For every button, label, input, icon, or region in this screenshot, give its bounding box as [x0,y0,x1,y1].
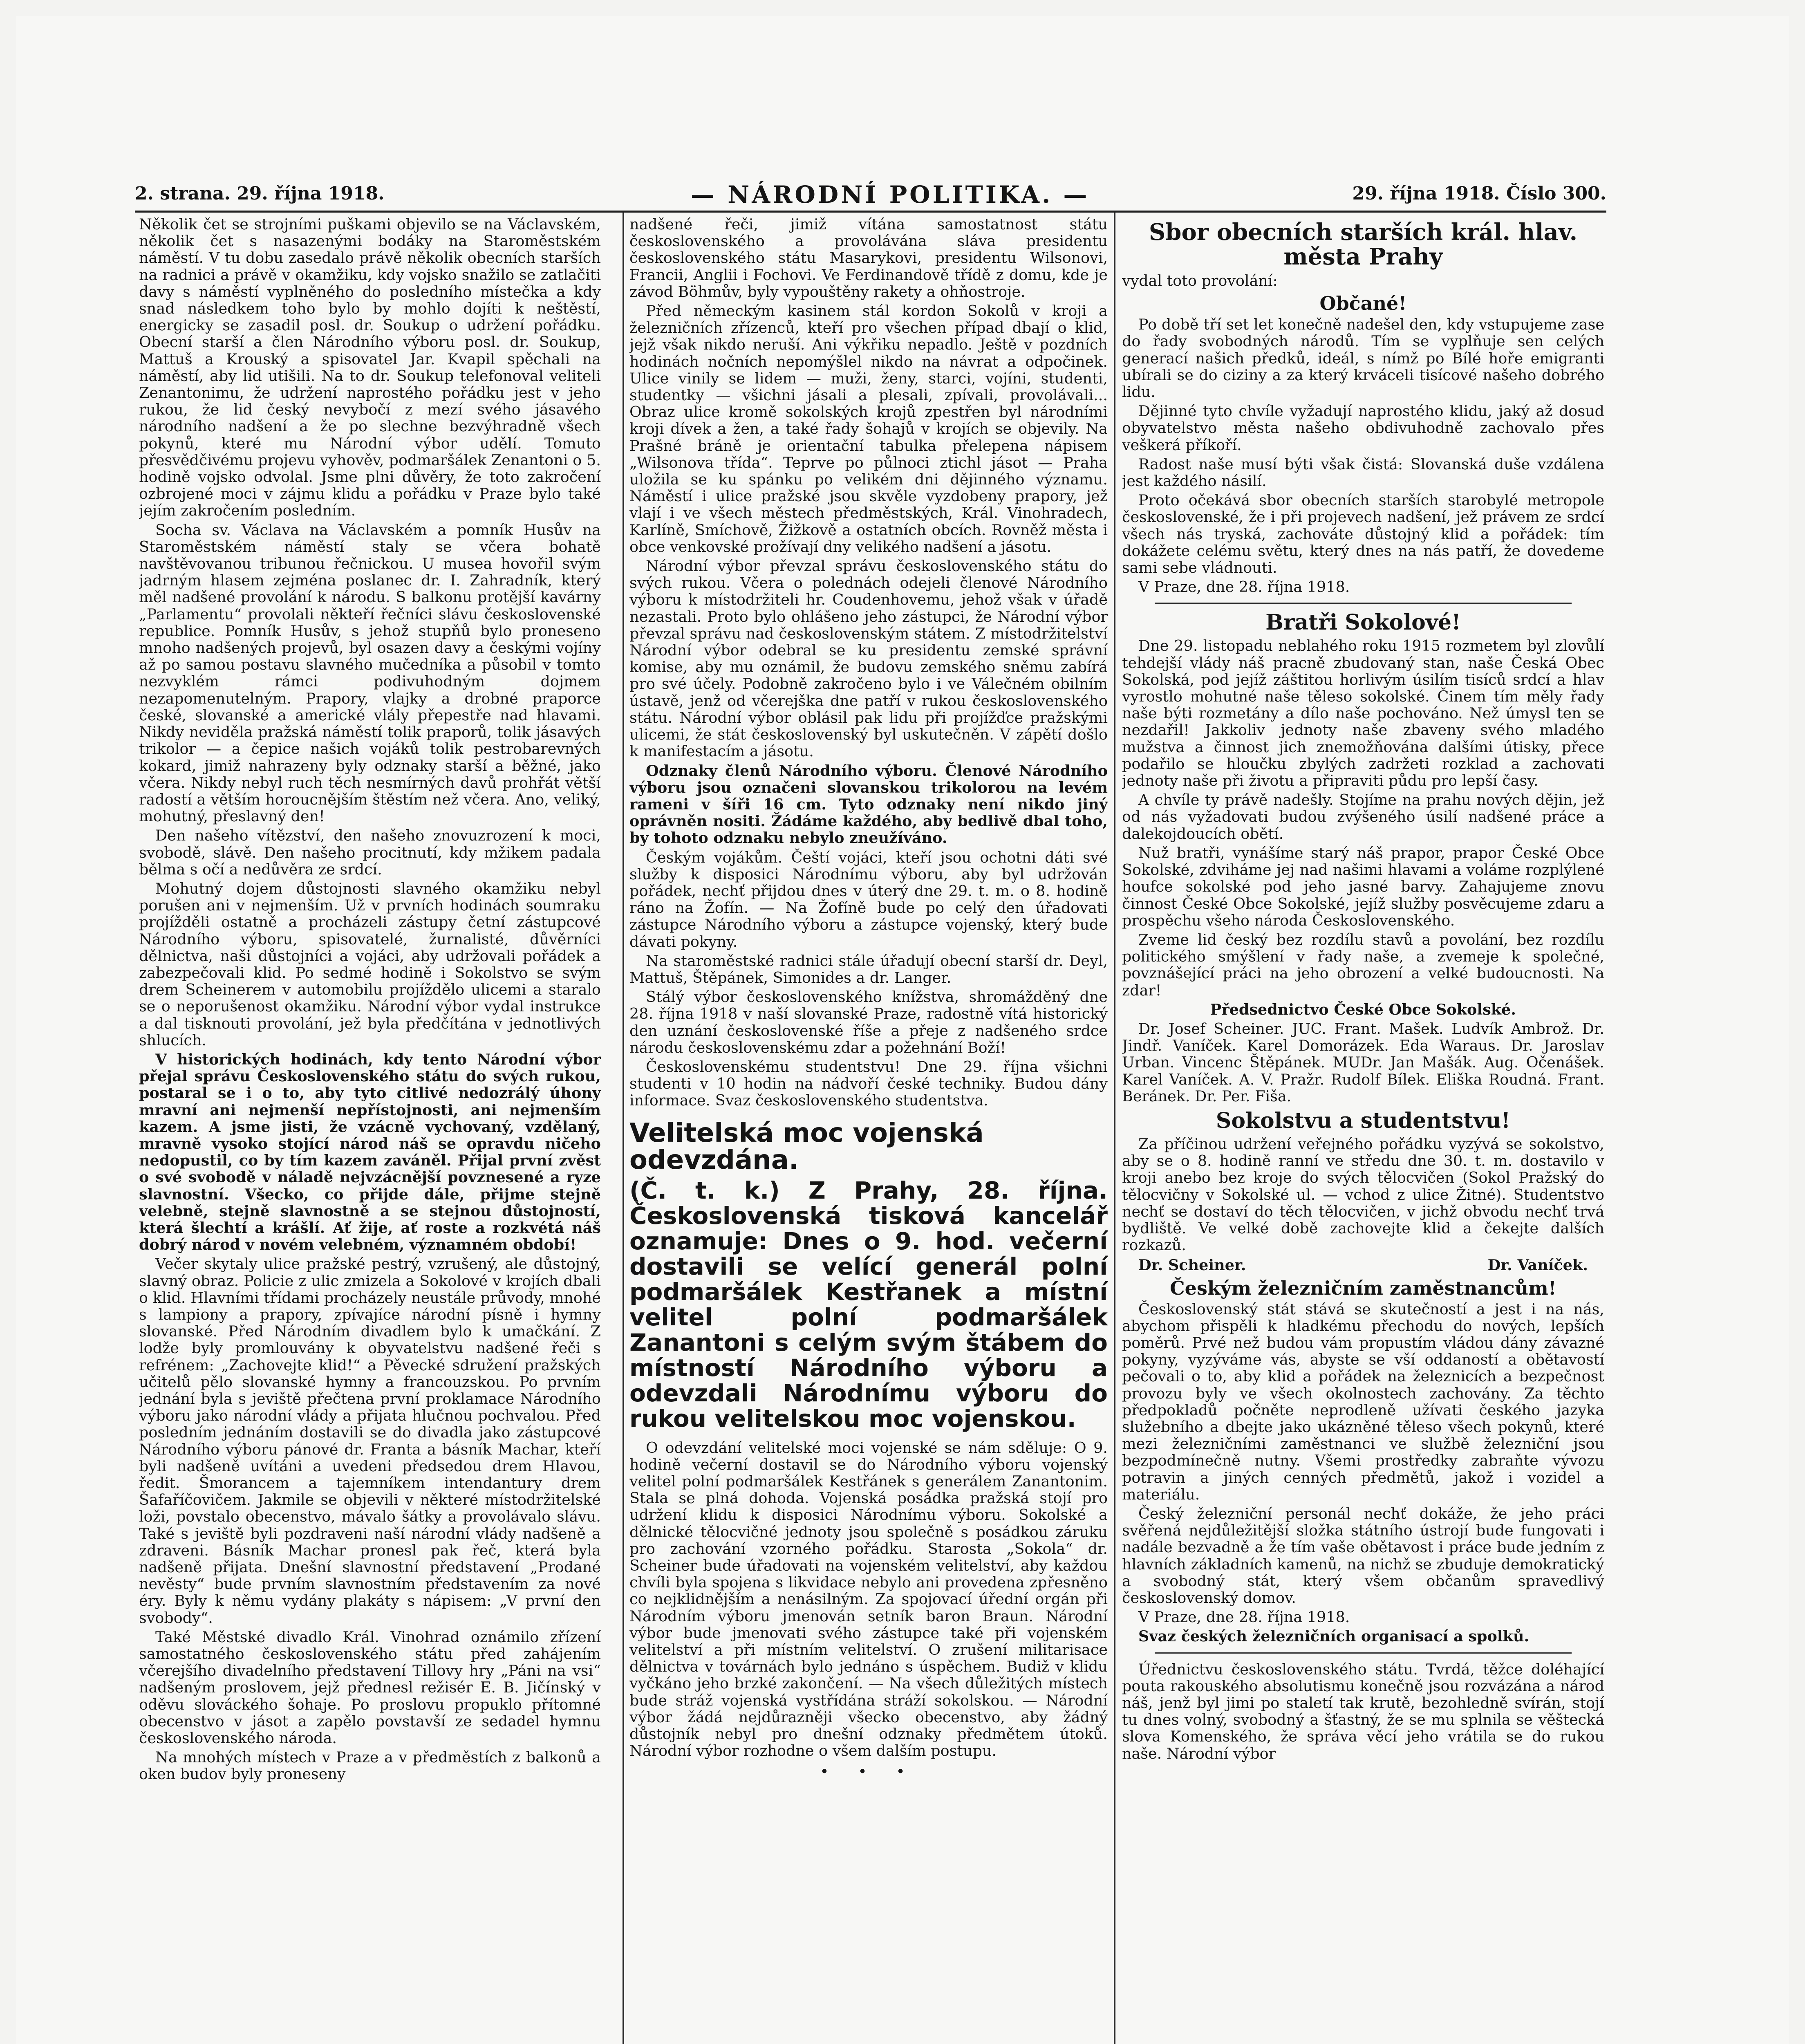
notice-paragraph: Národní výbor převzal správu československého státu do svých rukou. Včera o polednách odejeli členové Národního výboru k místodržiteli hr. Coudenhovemu, jehož však v úřadě nezastali. Proto bylo ohlášeno jeho zástupci, že Národní výbor převzal správu nad československým státem. Z místodržitelství Národní výbor odebral se ku presidentu zemské správní komise, aby mu oznámil, že budovu zemského sněmu zabírá pro své účely. Podobně zakročeno bylo i ve Válečném obilním ústavě, jenž od včerejška dne patří v rukou československého státu. Národní výbor oblásil pak lidu při projížďce pražskými ulicemi, že stát československý byl uskutečněn. V zápětí došlo k manifestacím a jásotu. [629,557,1108,760]
notice-paragraph: Československému studentstvu! Dne 29. října všichni studenti v 10 hodin na nádvoří české techniky. Budou dány informace. Svaz československého studentstva. [629,1058,1108,1109]
article-paragraph: Socha sv. Václava na Václavském a pomník Husův na Staroměstském náměstí staly se včera bohatě navštěvovanou tribunou řečnickou. U musea hovořil svým jadrným hlasem zejména poslanec dr. I. Zahradník, který měl nadšené provolání k národu. S balkonu protější kavárny „Parlamentu“ provolali někteří řečníci slávu československé republice. Pomník Husův, s jehož stupňů bylo proneseno mnoho nadšených projevů, byl osazen davy a českými vojíny až po samou postavu slavného mučedníka a působil v tomto nezvyklém rámci podivuhodným dojmem nezapomenutelným. Prapory, vlajky a drobné praporce české, slovanské a americké vlály přepestře nad hlavami. Nikdy neviděla pražská náměstí tolik praporů, tolik jásavých trikolor — a čepice našich vojáků tolik pestrobarevných kokard, jimiž nahrazeny byly odznaky starší a běžné, jako včera. Nikdy nebyl ruch těch nesmírných davů prohřát větší radostí a větším horoucnějším štěstím než včera. Ano, veliký, mohutný, přeslavný den! [139,521,601,825]
article-paragraph: Také Městské divadlo Král. Vinohrad oznámilo zřízení samostatného československého státu před zahájením včerejšího divadelního představení Tillovy hry „Páni na vsi“ nadšeným proslovem, jejž přednesl režisér E. B. Jičínský v oděvu slováckého šohaje. Po proslovu propuklo přítomné obecenstvo v jásot a zapělo povstavší ze sedadel hymnu československého národa. [139,1628,601,1747]
separator-dots: • • • [820,1763,917,1781]
article-paragraph: Zveme lid český bez rozdílu stavů a povolání, bez rozdílu politického smýšlení v řady naše, a zvemeje k společné, povznášející práci na jeho obrození a velké budoucnosti. Na zdar! [1122,930,1604,999]
signature-right: Dr. Vaníček. [1487,1256,1588,1274]
column-2 [629,216,1108,2044]
section-divider [1155,603,1572,604]
article-paragraph: Večer skytaly ulice pražské pestrý, vzrušený, ale důstojný, slavný obraz. Policie z ulic zmizela a Sokolové v krojích dbali o klid. Hlavními třídami procházely neustále průvody, mnohé s lampiony a prapory, zpívajíce národní písně i hymny slovanské. Před Národním divadlem bylo k umačkání. Z lodže byly promlouvány k obyvatelstvu nadšené řeči s refrénem: „Zachovejte klid!“ a Pěvecké sdružení pražských učitelů pělo slovanské hymny a francouzskou. Po prvním jednání byla s jeviště přečtena první proklamace Národního výboru jako národní vlády a přijata hlučnou pochvalou. Před posledním jednáním dostavili se do divadla jako zástupcové Národního výboru pánové dr. Franta a básník Machar, kteří byli nadšeně uvítáni a uvedeni předsedou drem Hlavou, ředit. Šmorancem a tajemníkem intendantury drem Šafaříčovičem. Jakmile se objevili v některé místodržitelské loži, povstalo obecenstvo, mávalo šátky a provolávalo slávu. Také s jeviště byli pozdraveni naší národní vlády nadšeně a zdraveni. Básník Machar pronesl pak řeč, která byla nadšeně přijata. Dnešní slavnostní představení „Prodané nevěsty“ bude prvním slavnostním představením za nové éry. Byly k němu vydány plakáty s nápisem: „V první den svobody“. [139,1255,601,1627]
notice-paragraph: Na staroměstské radnici stále úřadují obecní starší dr. Deyl, Mattuš, Štěpánek, Simonides a dr. Langer. [629,952,1108,986]
article-paragraph: Proto očekává sbor obecních starších starobylé metropole československé, že i při projevech nadšení, jež právem ze srdcí všech nás tryská, zachováte důstojný klid a pořádek: tím dokážete celému světu, který dnes na nás patří, že dovedeme sami sebe vládnouti. [1122,491,1604,577]
headline-sokol-students: Sokolstvu a studentstvu! [1216,1108,1511,1133]
article-paragraph: Úřednictvu československého státu. Tvrdá, těžce doléhající pouta rakouského absolutismu konečně jsou rozvázána a národ náš, jenž byl jimi po staletí tak krutě, bezohledně svírán, stojí tu dnes volný, svobodný a šťastný, že se mu splnila se věštecká slova Komenského, že správa věcí jeho vrátila se do rukou naše. Národní výbor [1122,1660,1604,1762]
headline-railway-workers: Českým železničním zaměstnancům! [1170,1277,1556,1299]
column-3 [1122,216,1604,2044]
article-paragraph: Za příčinou udržení veřejného pořádku vyzývá se sokolstvo, aby se o 8. hodině ranní ve středu dne 30. t. m. dostavilo v kroji anebo bez kroje do svých tělocvičen (Sokol Pražský do tělocvičny v Sokolské ul. — vchod z ulice Žitné). Studentstvo nechť se dostaví do těch tělocvičen, v jichž obvodu nechť trvá bydliště. Ve velké době zachovejte klid a čekejte dalších rozkazů. [1122,1135,1604,1254]
signature-row [1122,1257,1604,1273]
masthead-title: — NÁRODNÍ POLITIKA. — [691,181,1090,208]
article-paragraph: Radost naše musí býti však čistá: Slovanská duše vzdálena jest každého násilí. [1122,455,1604,490]
article-paragraph: Několik čet se strojními puškami objevilo se na Václavském, několik čet s nasazenými bodáky na Staroměstském náměstí. V tu dobu zasedalo právě několik obecních starších na radnici a právě v okamžiku, kdy vojsko snažilo se zatlačiti davy s náměstí vyplněného do posledního místečka a kdy snad následkem toho bylo by mohlo dojíti k neštěstí, energicky se zasadil posl. dr. Soukup o udržení pořádku. Obecní starší a člen Národního výboru posl. dr. Soukup, Mattuš a Krouský a spisovatel Jar. Kvapil spěchali na náměstí, aby lid utišili. Na to dr. Soukup telefonoval veliteli Zenantonimu, že udržení naprostého pořádku jest v jeho rukou, že lid český nevybočí z mezí svého jásavého národního nadšení a že po slechne bezvýhradně všech pokynů, které mu Národní výbor udělí. Tomuto přesvědčivému projevu vyhověv, podmaršálek Zenantoni o 5. hodině vojsko odvolal. Jsme plni důvěry, že toto zakročení ozbrojené moci v zájmu klidu a pořádku v Praze bylo také jejím zakročením posledním. [139,216,601,520]
headline-lead-text: (Č. t. k.) Z Prahy, 28. října. Československá tisková kancelář oznamuje: Dnes o 9. hod. večerní dostavili se velící generál polní podmaršálek Kestřanek a místní velitel polní podmaršálek Zanantoni s celým svým štábem do místností Národního výboru a odevzdali Národnímu výboru do rukou velitelskou moc vojenskou. [629,1176,1108,1432]
column-rule-2 [1114,213,1115,2044]
headline-military-command: Velitelská moc vojenská odevzdána. [629,1118,984,1175]
proclamation-intro: vydal toto provolání: [1122,272,1278,289]
column-rule-1 [623,213,624,2044]
column-1 [139,216,601,2044]
article-paragraph: Československý stát stává se skutečností a jest i na nás, abychom přispěli k hladkému přechodu do nových, lepších poměrů. Prvé než budou vám propustím vládou dány závazné pokyny, vyzýváme vás, abyste se vší oddaností a obětavostí pečovali o to, aby klid a pořádek na železnicích a bezpečnost provozu byly ve všech okolnostech zachovány. Za těchto předpokladů počněte neprodleně užívati českého jazyka služebního a dbejte jako ukázněné těleso všech pokynů, které mezi železničními zaměstnanci ve službě železniční jsou bezpodmínečně nutny. Všemi prostředky zabraňte vývozu potravin a jiných cenných předmětů, jakož i vozidel a materiálu. [1122,1300,1604,1503]
article-paragraph: Po době tří set let konečně nadešel den, kdy vstupujeme zase do řady svobodných národů. Tím se vyplňuje sen celých generací našich předků, ideál, s nímž po Bílé hoře emigranti ubírali se do ciziny a za který krváceli tisícové našeho dobrého lidu. [1122,316,1604,401]
article-paragraph: Dějinné tyto chvíle vyžadují naprostého klidu, jaký až dosud obyvatelstvo města našeho obdivuhodně zachovalo přes veškerá příkoří. [1122,402,1604,454]
article-paragraph: Mohutný dojem důstojnosti slavného okamžiku nebyl porušen ani v nejmenším. Už v prvních hodinách soumraku projížděli ostatně a procházeli zástupy četní zástupcové Národního výboru, spisovatelé, žurnalisté, důvěrníci dělnictva, naši důstojníci a vojáci, aby udržovali pořádek a zabezpečovali klid. Po sedmé hodině i Sokolstvo se svým drem Scheinerem v automobilu projíždělo ulicemi a staralo se o neporušenost okamžiku. Národní výbor vydal instrukce a dal tisknouti provolání, jež byla předčítána v jednotlivých shlucích. [139,879,601,1049]
article-paragraph: Nuž bratři, vynášíme starý náš prapor, prapor České Obce Sokolské, zdviháme jej nad našimi hlavami a voláme rozplýlené houfce sokolské pod jeho jasné barvy. Zahajujeme znovu činnost České Obce Sokolské, jejíž služby posvěcujeme zdaru a prospěchu všeho národa Československého. [1122,844,1604,929]
article-paragraph: Před německým kasinem stál kordon Sokolů v kroji a železničních zřízenců, kteří pro všechen případ dbají o klid, jejž však nikdo neruší. Ani výkřiku nepadlo. Ještě v pozdních hodinách nočních nepomýšlel nikdo na návrat a odpočinek. Ulice vinily se lidem — muži, ženy, starci, vojíni, studenti, studentky — všichni jásali a plesali, zpívali, provolávali... Obraz ulice kromě sokolských krojů zpestřen byl národními kroji dívek a žen, a také řady šohajů v krojích se objevily. Na Prašné bráně je orientační tabulka přelepena nápisem „Wilsonova třída“. Teprve po půlnoci ztichl jásot — Praha uložila se ku spánku po velikém dni dějinného významu. Náměstí i ulice pražské jsou skvěle vyzdobeny prapory, jež vlají i ve všech městech předměstských, Král. Vinohradech, Karlíně, Smíchově, Žižkově a ostatních obcích. Rovněž města i obce venkovské prožívají dny velikého nadšení a jásotu. [629,302,1108,556]
dateline: V Praze, dne 28. října 1918. [1138,1608,1350,1626]
signature-organisation: Svaz českých železničních organisací a spolků. [1138,1627,1530,1645]
article-paragraph: A chvíle ty právě nadešly. Stojíme na prahu nových dějin, jež od nás vyžadovati budou zvýšeného úsilí nadšené práce a dalekojdoucích obětí. [1122,791,1604,843]
article-paragraph-bold: V historických hodinách, kdy tento Národní výbor přejal správu Československého státu do svých rukou, postaral se i o to, aby tyto citlivé nedozrálý úhony mravní ani nejmenší nepřístojnosti, ani nejmenším kazem. A jsme jisti, že vzácně vychovaný, vzdělaný, mravně vysoko stojící národ náš se opravdu ničeho nedopustil, co by tím kazem zaváněl. Přijal první zvěst o své svobodě v náladě nejvzácnější povznesené a ryze slavnostní. Všecko, co přijde dále, přijme stejně velebně, stejně slavnostně a se stejnou důstojností, která šlechtí a krášlí. Ať žije, ať roste a rozkvétá náš dobrý národ v novém velebném, významném období! [139,1050,601,1254]
article-paragraph: Dne 29. listopadu neblahého roku 1915 rozmetem byl zlovůlí tehdejší vlády náš pracně zbudovaný stan, naše Česká Obec Sokolská, pod jejíž záštitou horlivým úsilím tisíců srdcí a hlav vyrostlo mohutné naše těleso sokolské. Činem tím měly řady naše býti rozmetány a dílo naše pochováno. Než úmysl ten se nezdařil! Jakkoliv jednoty naše zbaveny svého mladého mužstva a činnost jich znemožňována dalšími útisky, přece podařilo se hloučku zbylých zadržeti rozklad a zachovati jednoty naše při životu a připraviti půdu pro lepší časy. [1122,637,1604,790]
page-header [135,183,1606,212]
notice-paragraph: Stálý výbor československého knížstva, shromážděný dne 28. října 1918 v naší slovanské Praze, radostně vítá historický den uznání československé říše a přeje z nadšeného srdce národu československému zdar a požehnání Boží! [629,988,1108,1056]
article-paragraph: O odevzdání velitelské moci vojenské se nám sděluje: O 9. hodině večerní dostavil se do Národního výboru vojenský velitel polní podmaršálek Kestřánek s generálem Zanantonim. Stala se plná dohoda. Vojenská posádka pražská stojí pro udržení klidu k disposici Národnímu výboru. Sokolské a dělnické tělocvičné jednoty jsou společně s posádkou záruku pro zachování vzorného pořádku. Starosta „Sokola“ dr. Scheiner bude úřadovati na vojenském velitelství, aby každou chvíli byla spojena s likvidace nebylo ani provedena zpřesněno co nejklidnějším a nenásilným. Za spojovací úřední orgán při Národním výboru jmenován setník baron Braun. Národní výbor bude jmenovati svého zástupce také při vojenském velitelství a při místním velitelství. O zrušení militarisace dělnictva v továrnách bylo jednáno s úspěchem. Budiž v klidu vyčkáno jeho brzké zakončení. — Na všech důležitých místech bude stráž vojenská vystřídána stráží sokolskou. — Národní výbor žádá nejdůrazněji všecko obecenstvo, aby žádný důstojník nebyl pro dnešní odznaky předmětem útoků. Národní výbor rozhodne o všem dalším postupu. [629,1439,1108,1760]
headline-city-council: Sbor obecních starších král. hlav. města Prahy [1149,219,1578,270]
article-paragraph: Český železniční personál nechť dokáže, že jeho práci svěřená nejdůležitější složka státního ústrojí bude fungovati i nadále bezvadně a že tím vaše obětavost i práce bude jedním z hlavních základních kamenů, na nichž se zbuduje demokratický a svobodný stát, který všem občanům spravedlivý československý domov. [1122,1505,1604,1607]
proclamation-salutation: Občané! [1319,292,1407,315]
signature-left: Dr. Scheiner. [1138,1256,1246,1274]
dateline: V Praze, dne 28. října 1918. [1138,578,1350,596]
header-rule [135,211,1606,213]
notice-paragraph: Českým vojákům. Čeští vojáci, kteří jsou ochotni dáti své služby k disposici Národnímu výboru, aby byl udržován pořádek, nechť přijdou dnes v úterý dne 29. t. m. o 8. hodině ráno na Žofín. — Na Žofíně bude po celý den úřadovati zástupce Národního výboru a zástupce vojenský, který bude dávati pokyny. [629,848,1108,950]
header-issue-number: 29. října 1918. Číslo 300. [1352,183,1606,204]
article-paragraph: Den našeho vítězství, den našeho znovuzrození k moci, svobodě, slávě. Den našeho procitnutí, kdy mžikem padala bělma s očí a nedůvěra ze srdcí. [139,827,601,878]
article-paragraph: Na mnohých místech v Praze a v předměstích z balkonů a oken budov byly proneseny [139,1748,601,1783]
signature-heading: Předsednictvo České Obce Sokolské. [1210,1000,1516,1018]
article-paragraph: nadšené řeči, jimiž vítána samostatnost státu československého a provolávána sláva presidentu československého státu Masarykovi, presidentu Wilsonovi, Francii, Anglii i Fochovi. Ve Ferdinandově třídě z domu, kde je závod Böhmův, byly vypouštěny rakety a ohňostroje. [629,216,1108,300]
headline-sokol: Bratři Sokolové! [1265,610,1461,635]
signature-names: Dr. Josef Scheiner. JUC. Frant. Mašek. Ludvík Ambrož. Dr. Jindř. Vaníček. Karel Domorázek. Eda Waraus. Dr. Jaroslav Urban. Vincenc Štěpánek. MUDr. Jan Mašák. Aug. Očenášek. Karel Vaníček. A. V. Pražr. Rudolf Bílek. Eliška Roudná. Frant. Beránek. Dr. Per. Fiša. [1122,1020,1604,1105]
section-divider [1155,1652,1572,1654]
notice-paragraph: Odznaky členů Národního výboru. Členové Národního výboru jsou označeni slovanskou trikolorou na levém rameni v šíři 16 cm. Tyto odznaky není nikdo jiný oprávněn nositi. Žádáme každého, aby bedlivě dbal toho, by tohoto odznaku nebylo zneužíváno. [629,762,1108,847]
header-page-date: 2. strana. 29. října 1918. [135,183,385,204]
